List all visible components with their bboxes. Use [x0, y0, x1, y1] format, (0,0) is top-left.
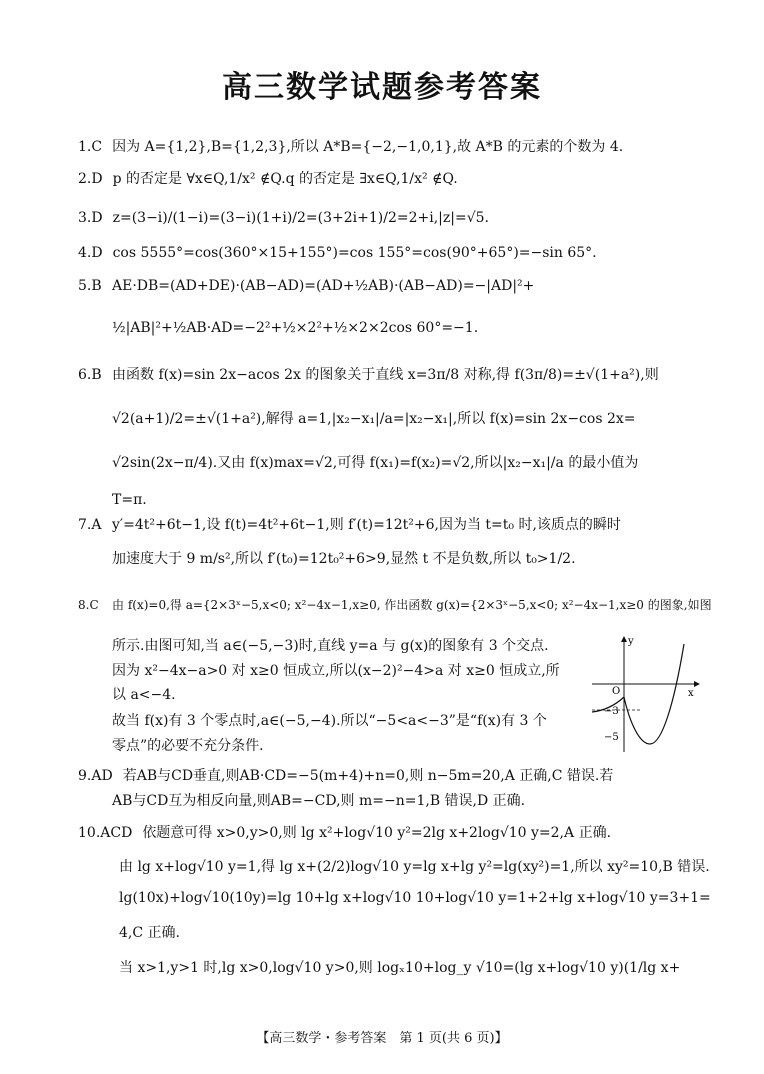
question-number: 1.C	[78, 139, 103, 155]
answer-line	[88, 684, 176, 704]
answer-line	[88, 548, 576, 568]
answer-line	[88, 408, 635, 428]
answer-line	[78, 364, 659, 384]
tick-label-neg5: −5	[604, 732, 619, 743]
answer-line	[88, 790, 525, 810]
answer-line	[95, 856, 710, 876]
answer-text: AB与CD互为相反向量,则AB=−CD,则 m=−n=1,B 错误,D 正确.	[112, 793, 526, 809]
answer-text: y′=4t²+6t−1,设 f(t)=4t²+6t−1,则 f′(t)=12t²+6,因为当 t=t₀ 时,该质点的瞬时	[112, 517, 621, 533]
answer-text: 所示.由图可知,当 a∈(−5,−3)时,直线 y=a 与 g(x)的图象有 3 个交点.	[112, 638, 549, 654]
question-number: 2.D	[78, 171, 103, 187]
question-number: 3.D	[78, 210, 103, 226]
answer-text: ½|AB|²+½AB·AD=−2²+½×2²+½×2×2cos 60°=−1.	[112, 320, 479, 336]
answer-line	[95, 890, 711, 906]
parabola-curve	[624, 644, 684, 744]
function-graph	[590, 634, 700, 754]
question-number: 8.C	[78, 598, 99, 612]
answer-line	[78, 596, 712, 613]
answer-line	[88, 710, 547, 730]
answer-text: √2(a+1)/2=±√(1+a²),解得 a=1,|x₂−x₁|/a=|x₂−x₁|,所以 f(x)=sin 2x−cos 2x=	[112, 411, 636, 427]
answer-line	[78, 210, 489, 226]
answer-text: 加速度大于 9 m/s²,所以 f′(t₀)=12t₀²+6>9,显然 t 不是负数,所以 t₀>1/2.	[112, 551, 576, 567]
answer-text: 因为 x²−4x−a>0 对 x≥0 恒成立,所以(x−2)²−4>a 对 x≥0 恒成立,所	[112, 663, 560, 679]
answer-line	[78, 245, 597, 261]
x-axis-arrow-icon	[694, 681, 700, 687]
answer-line	[78, 822, 611, 842]
answer-line	[78, 514, 621, 534]
answer-line	[88, 660, 560, 680]
answer-line	[78, 168, 458, 188]
tick-label-neg3: −3	[604, 706, 619, 717]
answer-line	[88, 492, 147, 508]
answer-text: 由 lg x+log√10 y=1,得 lg x+(2/2)log√10 y=lg x+lg y²=lg(xy²)=1,所以 xy²=10,B 错误.	[119, 859, 710, 875]
question-number: 7.A	[78, 517, 102, 533]
answer-line	[78, 278, 534, 294]
page-title: 高三数学试题参考答案	[222, 70, 542, 105]
answer-line	[88, 452, 638, 472]
answer-line	[88, 735, 264, 755]
answer-text: 故当 f(x)有 3 个零点时,a∈(−5,−4).所以“−5<a<−3”是“f(x)有 3 个	[112, 713, 547, 729]
answer-text: 零点”的必要不充分条件.	[112, 738, 264, 754]
answer-line	[88, 320, 478, 336]
page-footer: 【高三数学・参考答案 第 1 页(共 6 页)】	[256, 1031, 508, 1046]
answer-text: p 的否定是 ∀x∈Q,1/x² ∉Q.q 的否定是 ∃x∈Q,1/x² ∉Q.	[112, 171, 458, 187]
y-axis-label: y	[628, 636, 634, 647]
origin-label: O	[612, 686, 621, 697]
answer-line	[88, 635, 549, 655]
answer-line	[95, 922, 180, 942]
question-number: 10.ACD	[78, 825, 133, 841]
answer-text: 依题意可得 x>0,y>0,则 lg x²+log√10 y²=2lg x+2log√10 y=2,A 正确.	[142, 825, 612, 841]
y-axis-arrow-icon	[621, 636, 627, 642]
answer-line	[78, 136, 623, 156]
answer-text: 4,C 正确.	[119, 925, 180, 941]
answer-text: z=(3−i)/(1−i)=(3−i)(1+i)/2=(3+2i+1)/2=2+i,|z|=√5.	[112, 210, 489, 226]
answer-text: 以 a<−4.	[112, 687, 176, 703]
x-axis-label: x	[688, 688, 694, 699]
answer-text: 若AB与CD垂直,则AB·CD=−5(m+4)+n=0,则 n−5m=20,A 正确,C 错误.若	[122, 768, 614, 784]
answer-text: √2sin(2x−π/4).又由 f(x)max=√2,可得 f(x₁)=f(x₂)=√2,所以|x₂−x₁|/a 的最小值为	[112, 455, 639, 471]
answer-text: 因为 A={1,2},B={1,2,3},所以 A*B={−2,−1,0,1},故 A*B 的元素的个数为 4.	[112, 139, 624, 155]
answer-text: AE·DB=(AD+DE)·(AB−AD)=(AD+½AB)·(AB−AD)=−|AD|²+	[112, 278, 535, 294]
question-number: 6.B	[78, 367, 102, 383]
question-number: 9.AD	[78, 768, 113, 784]
answer-line	[78, 765, 613, 785]
question-number: 5.B	[78, 278, 102, 294]
answer-text: 由 f(x)=0,得 a={2×3ˣ−5,x<0; x²−4x−1,x≥0, 作出函数 g(x)={2×3ˣ−5,x<0; x²−4x−1,x≥0 的图象,如图	[112, 598, 712, 612]
answer-text: cos 5555°=cos(360°×15+155°)=cos 155°=cos(90°+65°)=−sin 65°.	[112, 245, 597, 261]
answer-line	[95, 957, 680, 977]
answer-text: 由函数 f(x)=sin 2x−acos 2x 的图象关于直线 x=3π/8 对称,得 f(3π/8)=±√(1+a²),则	[112, 367, 659, 383]
answer-text: lg(10x)+log√10(10y)=lg 10+lg x+log√10 10+log√10 y=1+2+lg x+log√10 y=3+1=	[119, 890, 711, 906]
question-number: 4.D	[78, 245, 103, 261]
answer-text: T=π.	[112, 492, 147, 508]
answer-text: 当 x>1,y>1 时,lg x>0,log√10 y>0,则 logₓ10+log_y √10=(lg x+log√10 y)(1/lg x+	[119, 960, 681, 976]
